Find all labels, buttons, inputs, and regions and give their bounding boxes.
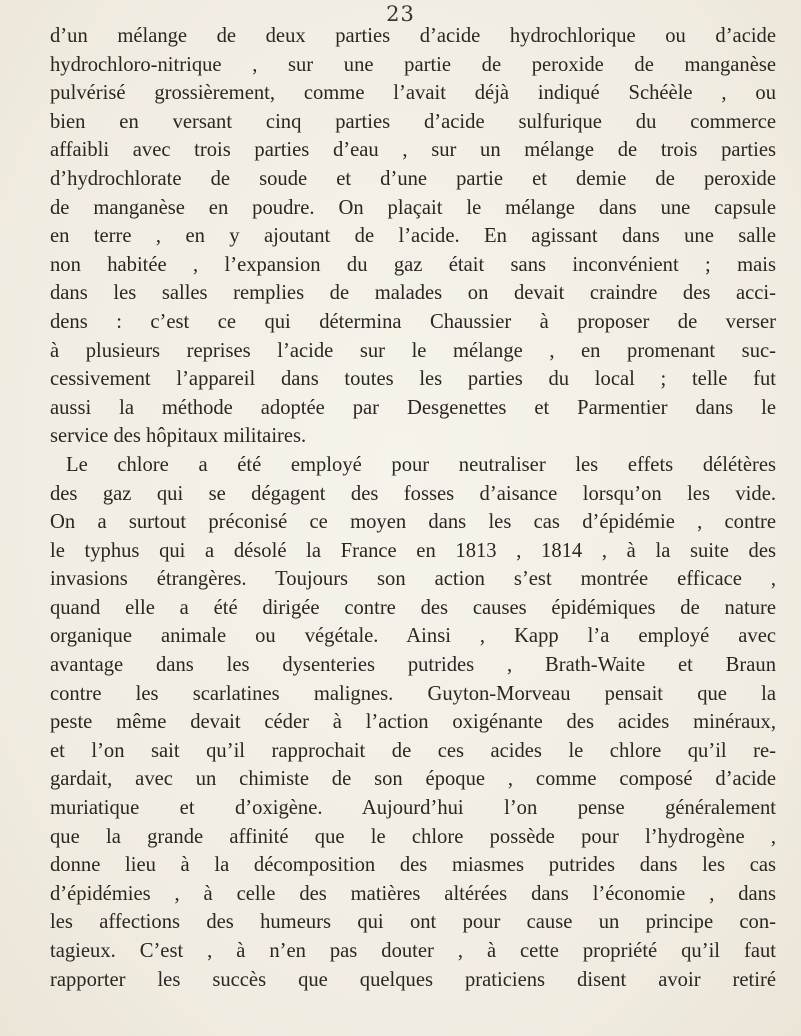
text-line: que la grande affinité que le chlore possède pour l’hydrogène , [50, 825, 776, 848]
text-line: affaibli avec trois parties d’eau , sur un mélange de trois parties [50, 139, 776, 162]
body-text [50, 22, 776, 994]
text-line: aussi la méthode adoptée par Desgenettes et Parmentier dans le [50, 396, 776, 419]
text-line: et l’on sait qu’il rapprochait de ces acides le chlore qu’il re- [50, 739, 776, 762]
text-line: donne lieu à la décomposition des miasmes putrides dans les cas [50, 854, 776, 877]
text-line: pulvérisé grossièrement, comme l’avait déjà indiqué Schéèle , ou [50, 82, 776, 105]
page-number: 23 [386, 2, 415, 26]
text-line: le typhus qui a désolé la France en 1813 , 1814 , à la suite des [50, 539, 776, 562]
text-line: cessivement l’appareil dans toutes les parties du local ; telle fut [50, 368, 776, 391]
text-line: avantage dans les dysenteries putrides , Brath-Waite et Braun [50, 654, 776, 677]
text-line: muriatique et d’oxigène. Aujourd’hui l’on pense généralement [50, 797, 776, 820]
text-line: service des hôpitaux militaires. [50, 425, 307, 448]
text-line: gardait, avec un chimiste de son époque , comme composé d’acide [50, 768, 776, 791]
text-line: hydrochloro-nitrique , sur une partie de peroxide de manganèse [50, 53, 776, 76]
text-line: peste même devait céder à l’action oxigénante des acides minéraux, [50, 711, 776, 734]
text-line: d’un mélange de deux parties d’acide hydrochlorique ou d’acide [50, 25, 776, 47]
text-line: bien en versant cinq parties d’acide sulfurique du commerce [50, 110, 776, 133]
text-line: rapporter les succès que quelques praticiens disent avoir retiré [50, 968, 776, 991]
text-line: dans les salles remplies de malades on devait craindre des acci- [50, 282, 776, 305]
text-line: les affections des humeurs qui ont pour cause un principe con- [50, 911, 776, 934]
text-line: Le chlore a été employé pour neutraliser les effets délétères [66, 453, 776, 476]
text-line: non habitée , l’expansion du gaz était sans inconvénient ; mais [50, 253, 776, 276]
text-line: d’hydrochlorate de soude et d’une partie et demie de peroxide [50, 167, 776, 190]
text-line: invasions étrangères. Toujours son action s’est montrée efficace , [50, 568, 776, 591]
text-line: On a surtout préconisé ce moyen dans les cas d’épidémie , contre [50, 511, 776, 534]
text-line: à plusieurs reprises l’acide sur le mélange , en promenant suc- [50, 339, 776, 362]
text-line: en terre , en y ajoutant de l’acide. En agissant dans une salle [50, 225, 776, 248]
text-line: d’épidémies , à celle des matières altérées dans l’économie , dans [50, 882, 776, 905]
text-line: contre les scarlatines malignes. Guyton-Morveau pensait que la [50, 682, 776, 705]
text-line: quand elle a été dirigée contre des causes épidémiques de nature [50, 596, 776, 619]
text-line: de manganèse en poudre. On plaçait le mélange dans une capsule [50, 196, 776, 219]
text-line: tagieux. C’est , à n’en pas douter , à cette propriété qu’il faut [50, 940, 776, 962]
text-line: organique animale ou végétale. Ainsi , Kapp l’a employé avec [50, 625, 776, 648]
text-line: des gaz qui se dégagent des fosses d’aisance lorsqu’on les vide. [50, 482, 776, 505]
text-line: dens : c’est ce qui détermina Chaussier à proposer de verser [50, 310, 776, 333]
